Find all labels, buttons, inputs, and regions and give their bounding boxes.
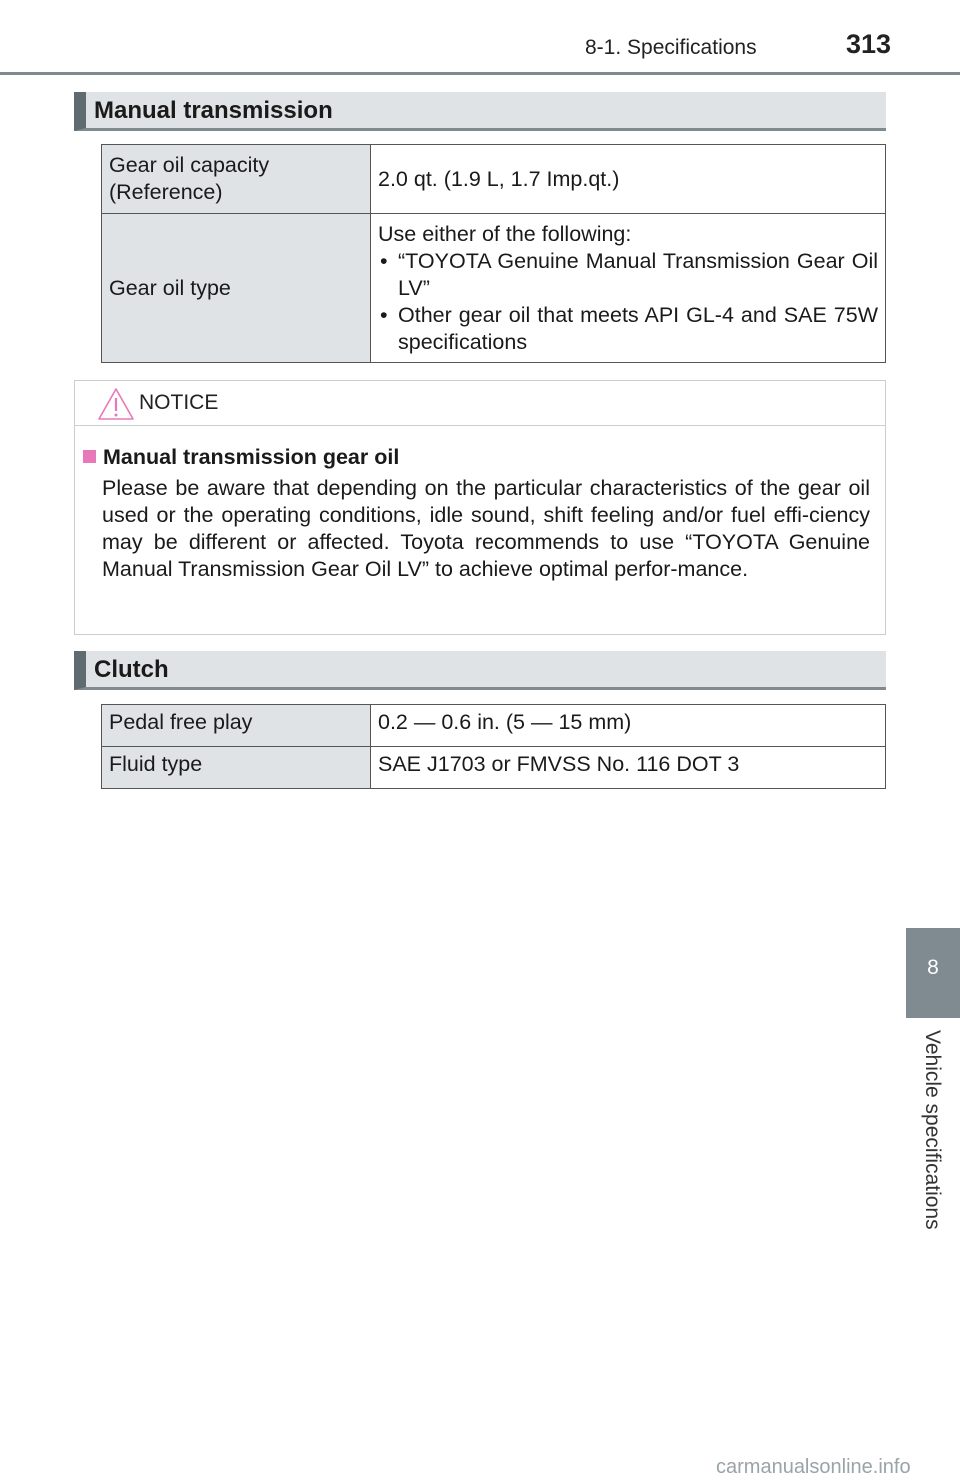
chapter-number: 8 [927, 956, 939, 979]
pedal-free-play-label: Pedal free play [102, 705, 371, 747]
fluid-type-label: Fluid type [102, 747, 371, 789]
page-number: 313 [846, 29, 892, 59]
section-header: 8-1. Specifications [585, 36, 757, 59]
list-item: • Other gear oil that meets API GL-4 and SAE 75W specifications [378, 302, 878, 356]
chapter-tab [906, 928, 960, 1018]
square-bullet-icon [83, 450, 96, 463]
gear-oil-capacity-value: 2.0 qt. (1.9 L, 1.7 Imp.qt.) [371, 145, 886, 214]
chapter-title: Vehicle specifications [921, 1030, 944, 1230]
notice-label: NOTICE [139, 391, 219, 414]
gear-oil-capacity-label-line1: Gear oil capacity [109, 153, 270, 177]
notice-box [74, 380, 886, 635]
notice-subtitle [83, 445, 399, 470]
table-value-cell [371, 214, 886, 363]
manual-transmission-heading [74, 92, 886, 131]
clutch-title: Clutch [94, 656, 169, 683]
header-rule [0, 72, 960, 75]
gear-oil-type-bullets [378, 248, 878, 356]
gear-oil-capacity-label-line2: (Reference) [109, 180, 223, 204]
table-row [102, 145, 886, 214]
notice-subtitle-text: Manual transmission gear oil [103, 445, 400, 469]
fluid-type-value: SAE J1703 or FMVSS No. 116 DOT 3 [371, 747, 886, 789]
list-item: • “TOYOTA Genuine Manual Transmission Gear Oil LV” [378, 248, 878, 302]
table-label-cell [102, 145, 371, 214]
watermark: carmanualsonline.info [716, 1456, 911, 1478]
gear-oil-type-intro: Use either of the following: [378, 221, 632, 246]
clutch-heading [74, 651, 886, 690]
table-row [102, 747, 886, 789]
manual-transmission-title: Manual transmission [94, 97, 333, 124]
gear-oil-type-label: Gear oil type [102, 214, 371, 363]
table-row [102, 705, 886, 747]
notice-text: Please be aware that depending on the particular characteristics of the gear oil used or the operating conditions, idle sound, shift feeling and/or fuel effi-ciency may be different or affected. Toyota recommends to use “TOYOTA Genuine Manual Transmission Gear Oil LV” to achieve optimal perfor-mance. [102, 476, 870, 581]
notice-header [75, 381, 885, 426]
warning-triangle-icon [97, 387, 135, 421]
manual-transmission-table [101, 144, 886, 363]
clutch-table [101, 704, 886, 789]
table-row [102, 214, 886, 363]
pedal-free-play-value: 0.2 — 0.6 in. (5 — 15 mm) [371, 705, 886, 747]
